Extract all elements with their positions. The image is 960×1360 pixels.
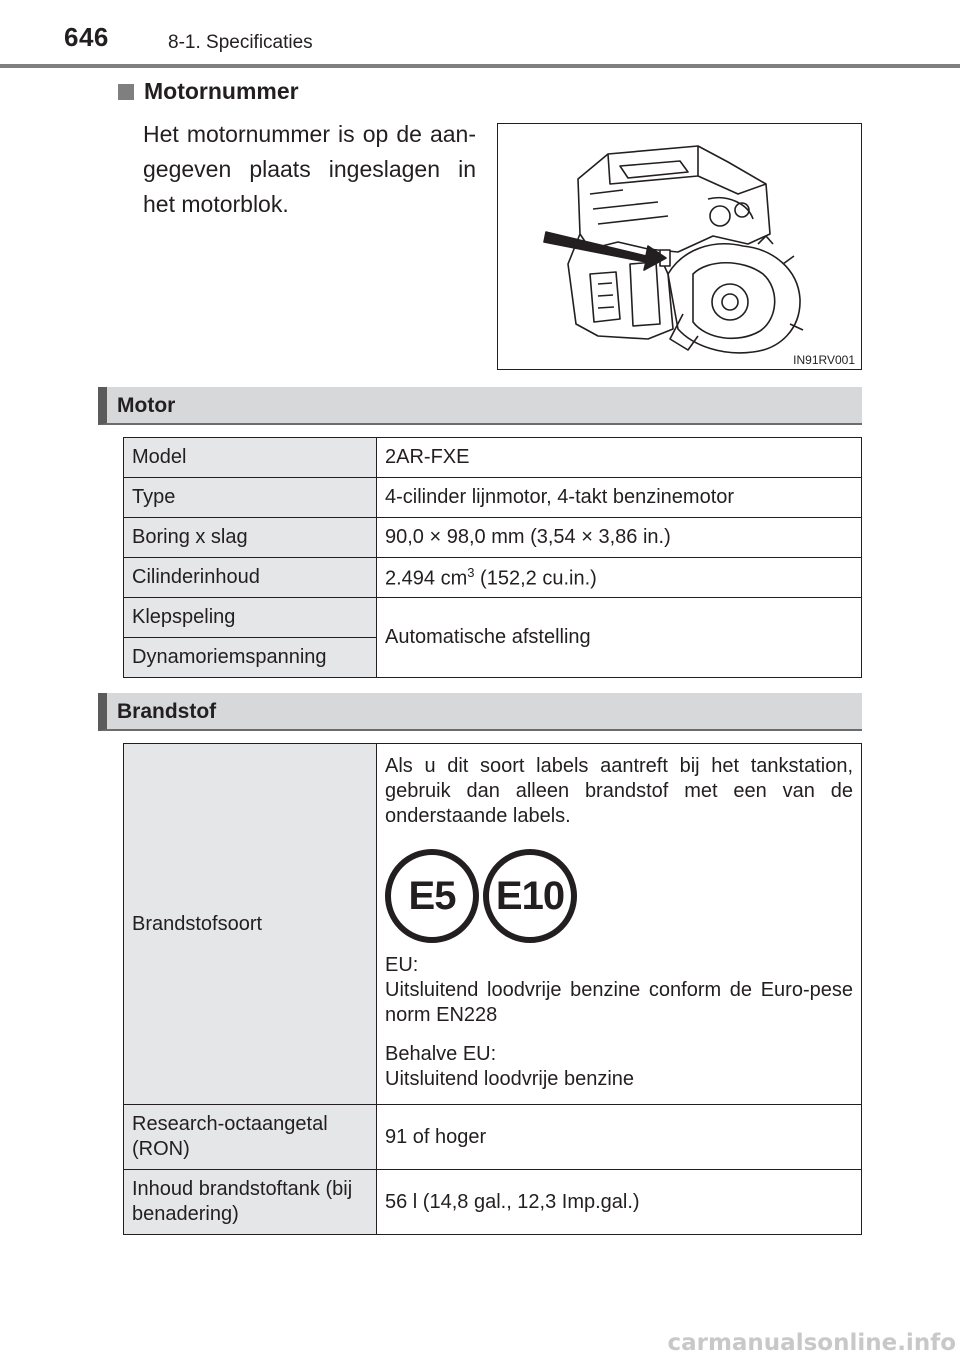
- spec-label: Model: [124, 438, 377, 478]
- displacement-unit-exponent: 3: [467, 564, 475, 580]
- spec-value: 91 of hoger: [377, 1105, 862, 1170]
- section-title: 8-1. Specificaties: [168, 32, 313, 53]
- table-row: [124, 438, 862, 478]
- spec-label: Inhoud brandstoftank (bij benadering): [124, 1170, 377, 1235]
- table-row: [124, 558, 862, 598]
- engine-number-heading: [118, 78, 299, 105]
- spec-label: Brandstofsoort: [124, 744, 377, 1105]
- fuel-spec-table: [123, 743, 862, 1235]
- spec-value-shared: Automatische afstelling: [377, 598, 862, 678]
- e5-fuel-label-icon: E5: [385, 849, 479, 943]
- engine-illustration: [497, 123, 862, 370]
- spec-label: Dynamoriemspanning: [124, 638, 377, 678]
- e10-fuel-label-icon: E10: [483, 849, 577, 943]
- table-row: [124, 598, 862, 638]
- engine-number-text: Het motornummer is op de aan-gegeven plaats ingeslagen in het motorblok.: [143, 121, 476, 217]
- table-row: [124, 1105, 862, 1170]
- table-row: [124, 744, 862, 1105]
- spec-value: 2AR-FXE: [377, 438, 862, 478]
- header-divider: [0, 64, 960, 68]
- motor-section-header: [98, 387, 862, 425]
- table-row: [124, 518, 862, 558]
- fuel-badges: [385, 849, 853, 943]
- non-eu-text: Uitsluitend loodvrije benzine: [385, 1068, 635, 1090]
- watermark: carmanualsonline.info: [667, 1330, 956, 1356]
- bullet-square-icon: [118, 84, 134, 100]
- fuel-label-intro: Als u dit soort labels aantreft bij het tankstation, gebruik dan alleen brandstof met een van de onderstaande labels.: [385, 755, 853, 827]
- spec-label: Boring x slag: [124, 518, 377, 558]
- fuel-type-value: [377, 744, 862, 1105]
- spec-label: Type: [124, 478, 377, 518]
- non-eu-title: Behalve EU:: [385, 1043, 497, 1065]
- motor-section-title: Motor: [117, 394, 176, 417]
- spec-value: 90,0 × 98,0 mm (3,54 × 3,86 in.): [377, 518, 862, 558]
- table-row: [124, 1170, 862, 1235]
- fuel-section-title: Brandstof: [117, 700, 217, 723]
- eu-text: Uitsluitend loodvrije benzine conform de Euro-pese norm EN228: [385, 979, 853, 1026]
- fuel-section-header: [98, 693, 862, 731]
- engine-number-heading-text: Motornummer: [144, 78, 299, 104]
- spec-value: 56 l (14,8 gal., 12,3 Imp.gal.): [377, 1170, 862, 1235]
- spec-label: Research-octaangetal (RON): [124, 1105, 377, 1170]
- page-number: 646: [64, 22, 109, 52]
- eu-title: EU:: [385, 954, 419, 976]
- displacement-value-inch: (152,2 cu.in.): [474, 567, 597, 590]
- figure-code: IN91RV001: [793, 353, 855, 367]
- spec-value: [377, 558, 862, 598]
- spec-label: Klepspeling: [124, 598, 377, 638]
- motor-spec-table: [123, 437, 862, 678]
- engine-drawing-icon: [498, 124, 860, 368]
- table-row: [124, 478, 862, 518]
- spec-label: Cilinderinhoud: [124, 558, 377, 598]
- displacement-value: 2.494 cm: [385, 567, 468, 590]
- spec-value: 4-cilinder lijnmotor, 4-takt benzinemotor: [377, 478, 862, 518]
